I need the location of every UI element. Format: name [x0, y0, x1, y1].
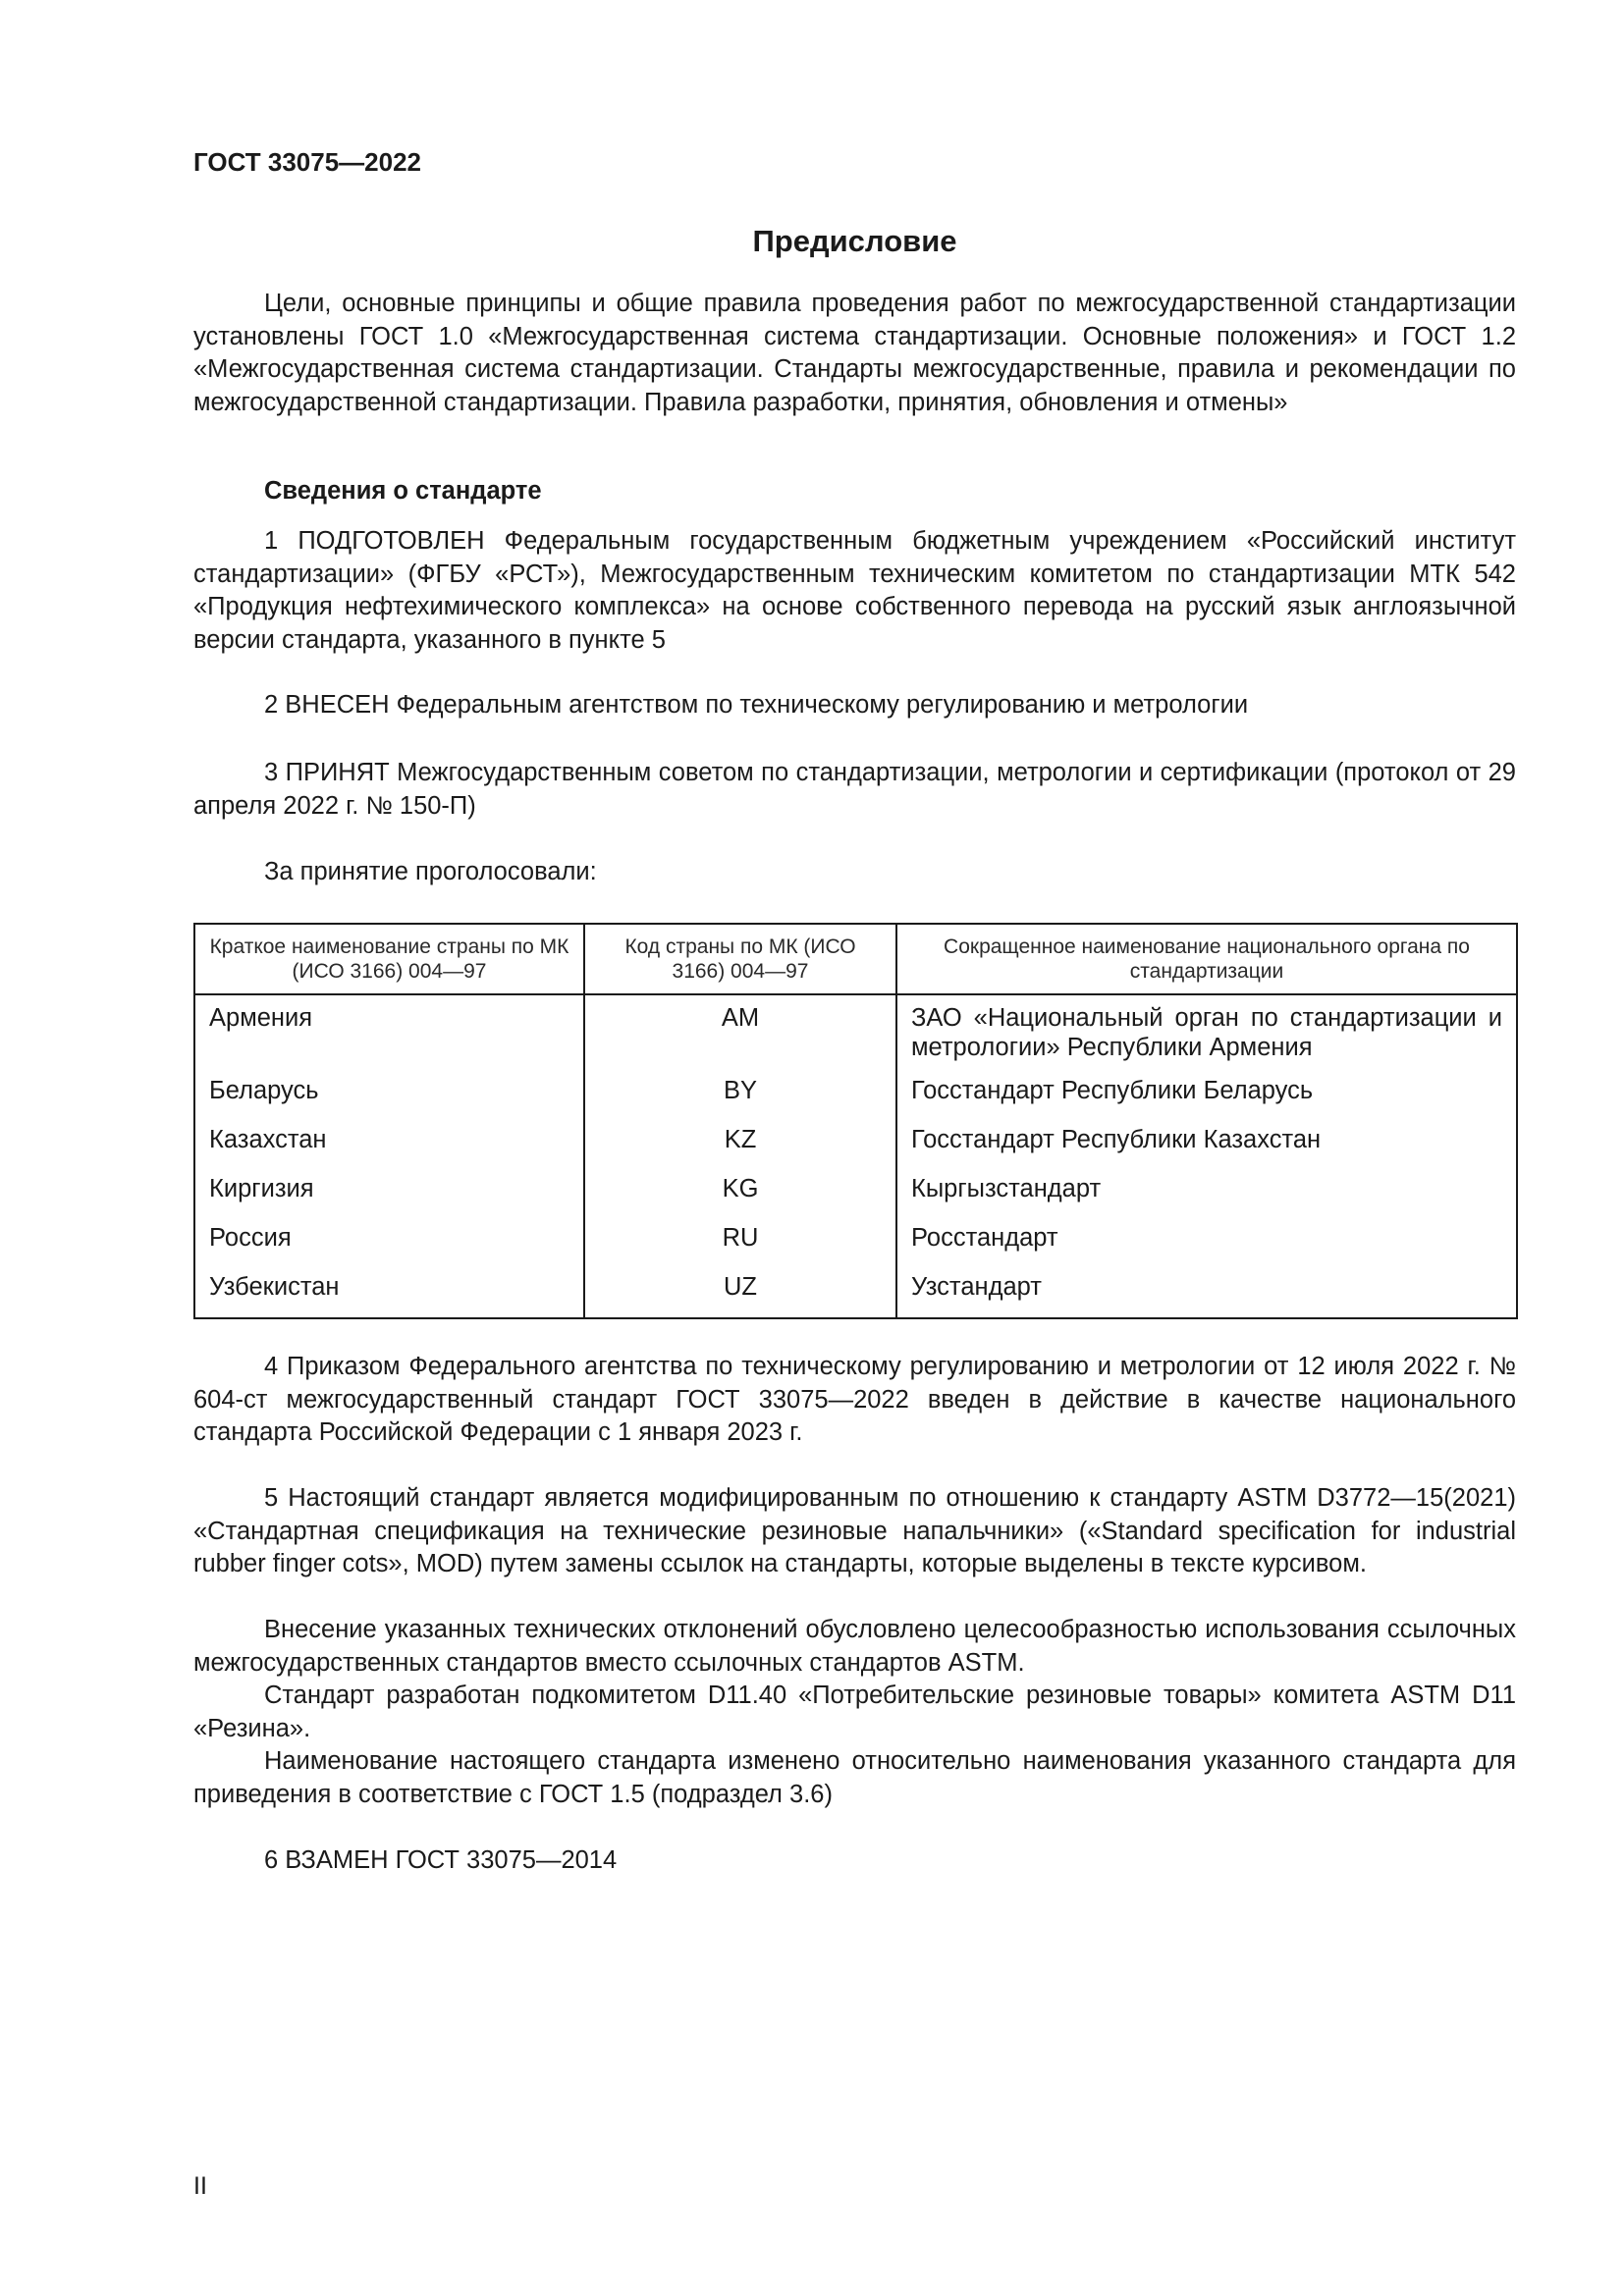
standard-header: ГОСТ 33075—2022 [193, 147, 421, 177]
header-country: Краткое наименование страны по МК (ИСО 3166) 004—97 [194, 924, 584, 994]
votes-label: За принятие проголосовали: [264, 858, 597, 885]
table-row [194, 1272, 1517, 1318]
info-heading: Сведения о стандарте [264, 477, 542, 505]
item-2-paragraph: 2 ВНЕСЕН Федеральным агентством по техническому регулированию и метрологии [264, 691, 1249, 719]
country-cell: Узбекистан [194, 1272, 584, 1318]
page-number: II [193, 2172, 207, 2200]
country-cell: Киргизия [194, 1174, 584, 1223]
table-row [194, 1223, 1517, 1272]
page-title: Предисловие [752, 224, 957, 258]
organization-cell: Узстандарт [896, 1272, 1517, 1318]
code-cell: BY [584, 1076, 896, 1125]
table-row [194, 1125, 1517, 1174]
organization-cell: Росстандарт [896, 1223, 1517, 1272]
code-cell: UZ [584, 1272, 896, 1318]
country-cell: Россия [194, 1223, 584, 1272]
table-row [194, 1076, 1517, 1125]
code-cell: RU [584, 1223, 896, 1272]
organization-cell: Госстандарт Республики Казахстан [896, 1125, 1517, 1174]
header-organization: Сокращенное наименование национального органа по стандартизации [896, 924, 1517, 994]
item-5-deviation-paragraph: Внесение указанных технических отклонений обусловлено целесообразностью использования ссылочных межгосударственных стандартов вместо ссылочных стандартов ASTM. [193, 1616, 1516, 1677]
item-5-developer-paragraph: Стандарт разработан подкомитетом D11.40 «Потребительские резиновые товары» комитета ASTM D11 «Резина». [193, 1682, 1516, 1742]
organization-cell: Кыргызстандарт [896, 1174, 1517, 1223]
country-cell: Казахстан [194, 1125, 584, 1174]
code-cell: KZ [584, 1125, 896, 1174]
votes-table [193, 923, 1518, 1319]
table-header-row [194, 924, 1517, 994]
item-6-paragraph: 6 ВЗАМЕН ГОСТ 33075—2014 [264, 1846, 618, 1874]
document-page [193, 0, 1516, 2296]
country-cell: Беларусь [194, 1076, 584, 1125]
item-1-paragraph: 1 ПОДГОТОВЛЕН Федеральным государственным бюджетным учреждением «Российский институт стандартизации» (ФГБУ «РСТ»), Межгосударственным техническим комитетом по стандартизации МТК 542 «Продукция нефтехимического комплекса» на основе собственного перевода на русский язык англоязычной версии стандарта, указанного в пункте 5 [193, 527, 1516, 654]
item-5-name-change-paragraph: Наименование настоящего стандарта изменено относительно наименования указанного стандарта для приведения в соответствие с ГОСТ 1.5 (подраздел 3.6) [193, 1747, 1516, 1808]
country-cell: Армения [194, 994, 584, 1076]
code-cell: AM [584, 994, 896, 1076]
header-code: Код страны по МК (ИСО 3166) 004—97 [584, 924, 896, 994]
organization-cell: ЗАО «Национальный орган по стандартизации и метрологии» Республики Армения [896, 994, 1517, 1076]
item-4-paragraph: 4 Приказом Федерального агентства по техническому регулированию и метрологии от 12 июля 2022 г. № 604-ст межгосударственный стандарт ГОСТ 33075—2022 введен в действие в качестве национального стандарта Российской Федерации с 1 января 2023 г. [193, 1353, 1516, 1446]
table-row [194, 994, 1517, 1076]
item-3-paragraph: 3 ПРИНЯТ Межгосударственным советом по стандартизации, метрологии и сертификации (протокол от 29 апреля 2022 г. № 150-П) [193, 759, 1516, 820]
item-5-paragraph: 5 Настоящий стандарт является модифицированным по отношению к стандарту ASTM D3772—15(2021) «Стандартная спецификация на технические резиновые напальчники» («Standard specification for industrial rubber finger cots», MOD) путем замены ссылок на стандарты, которые выделены в тексте курсивом. [193, 1484, 1516, 1577]
code-cell: KG [584, 1174, 896, 1223]
intro-paragraph: Цели, основные принципы и общие правила проведения работ по межгосударственной стандартизации установлены ГОСТ 1.0 «Межгосударственная система стандартизации. Основные положения» и ГОСТ 1.2 «Межгосударственная система стандартизации. Стандарты межгосударственные, правила и рекомендации по межгосударственной стандартизации. Правила разработки, принятия, обновления и отмены» [193, 290, 1516, 416]
table-row [194, 1174, 1517, 1223]
organization-cell: Госстандарт Республики Беларусь [896, 1076, 1517, 1125]
